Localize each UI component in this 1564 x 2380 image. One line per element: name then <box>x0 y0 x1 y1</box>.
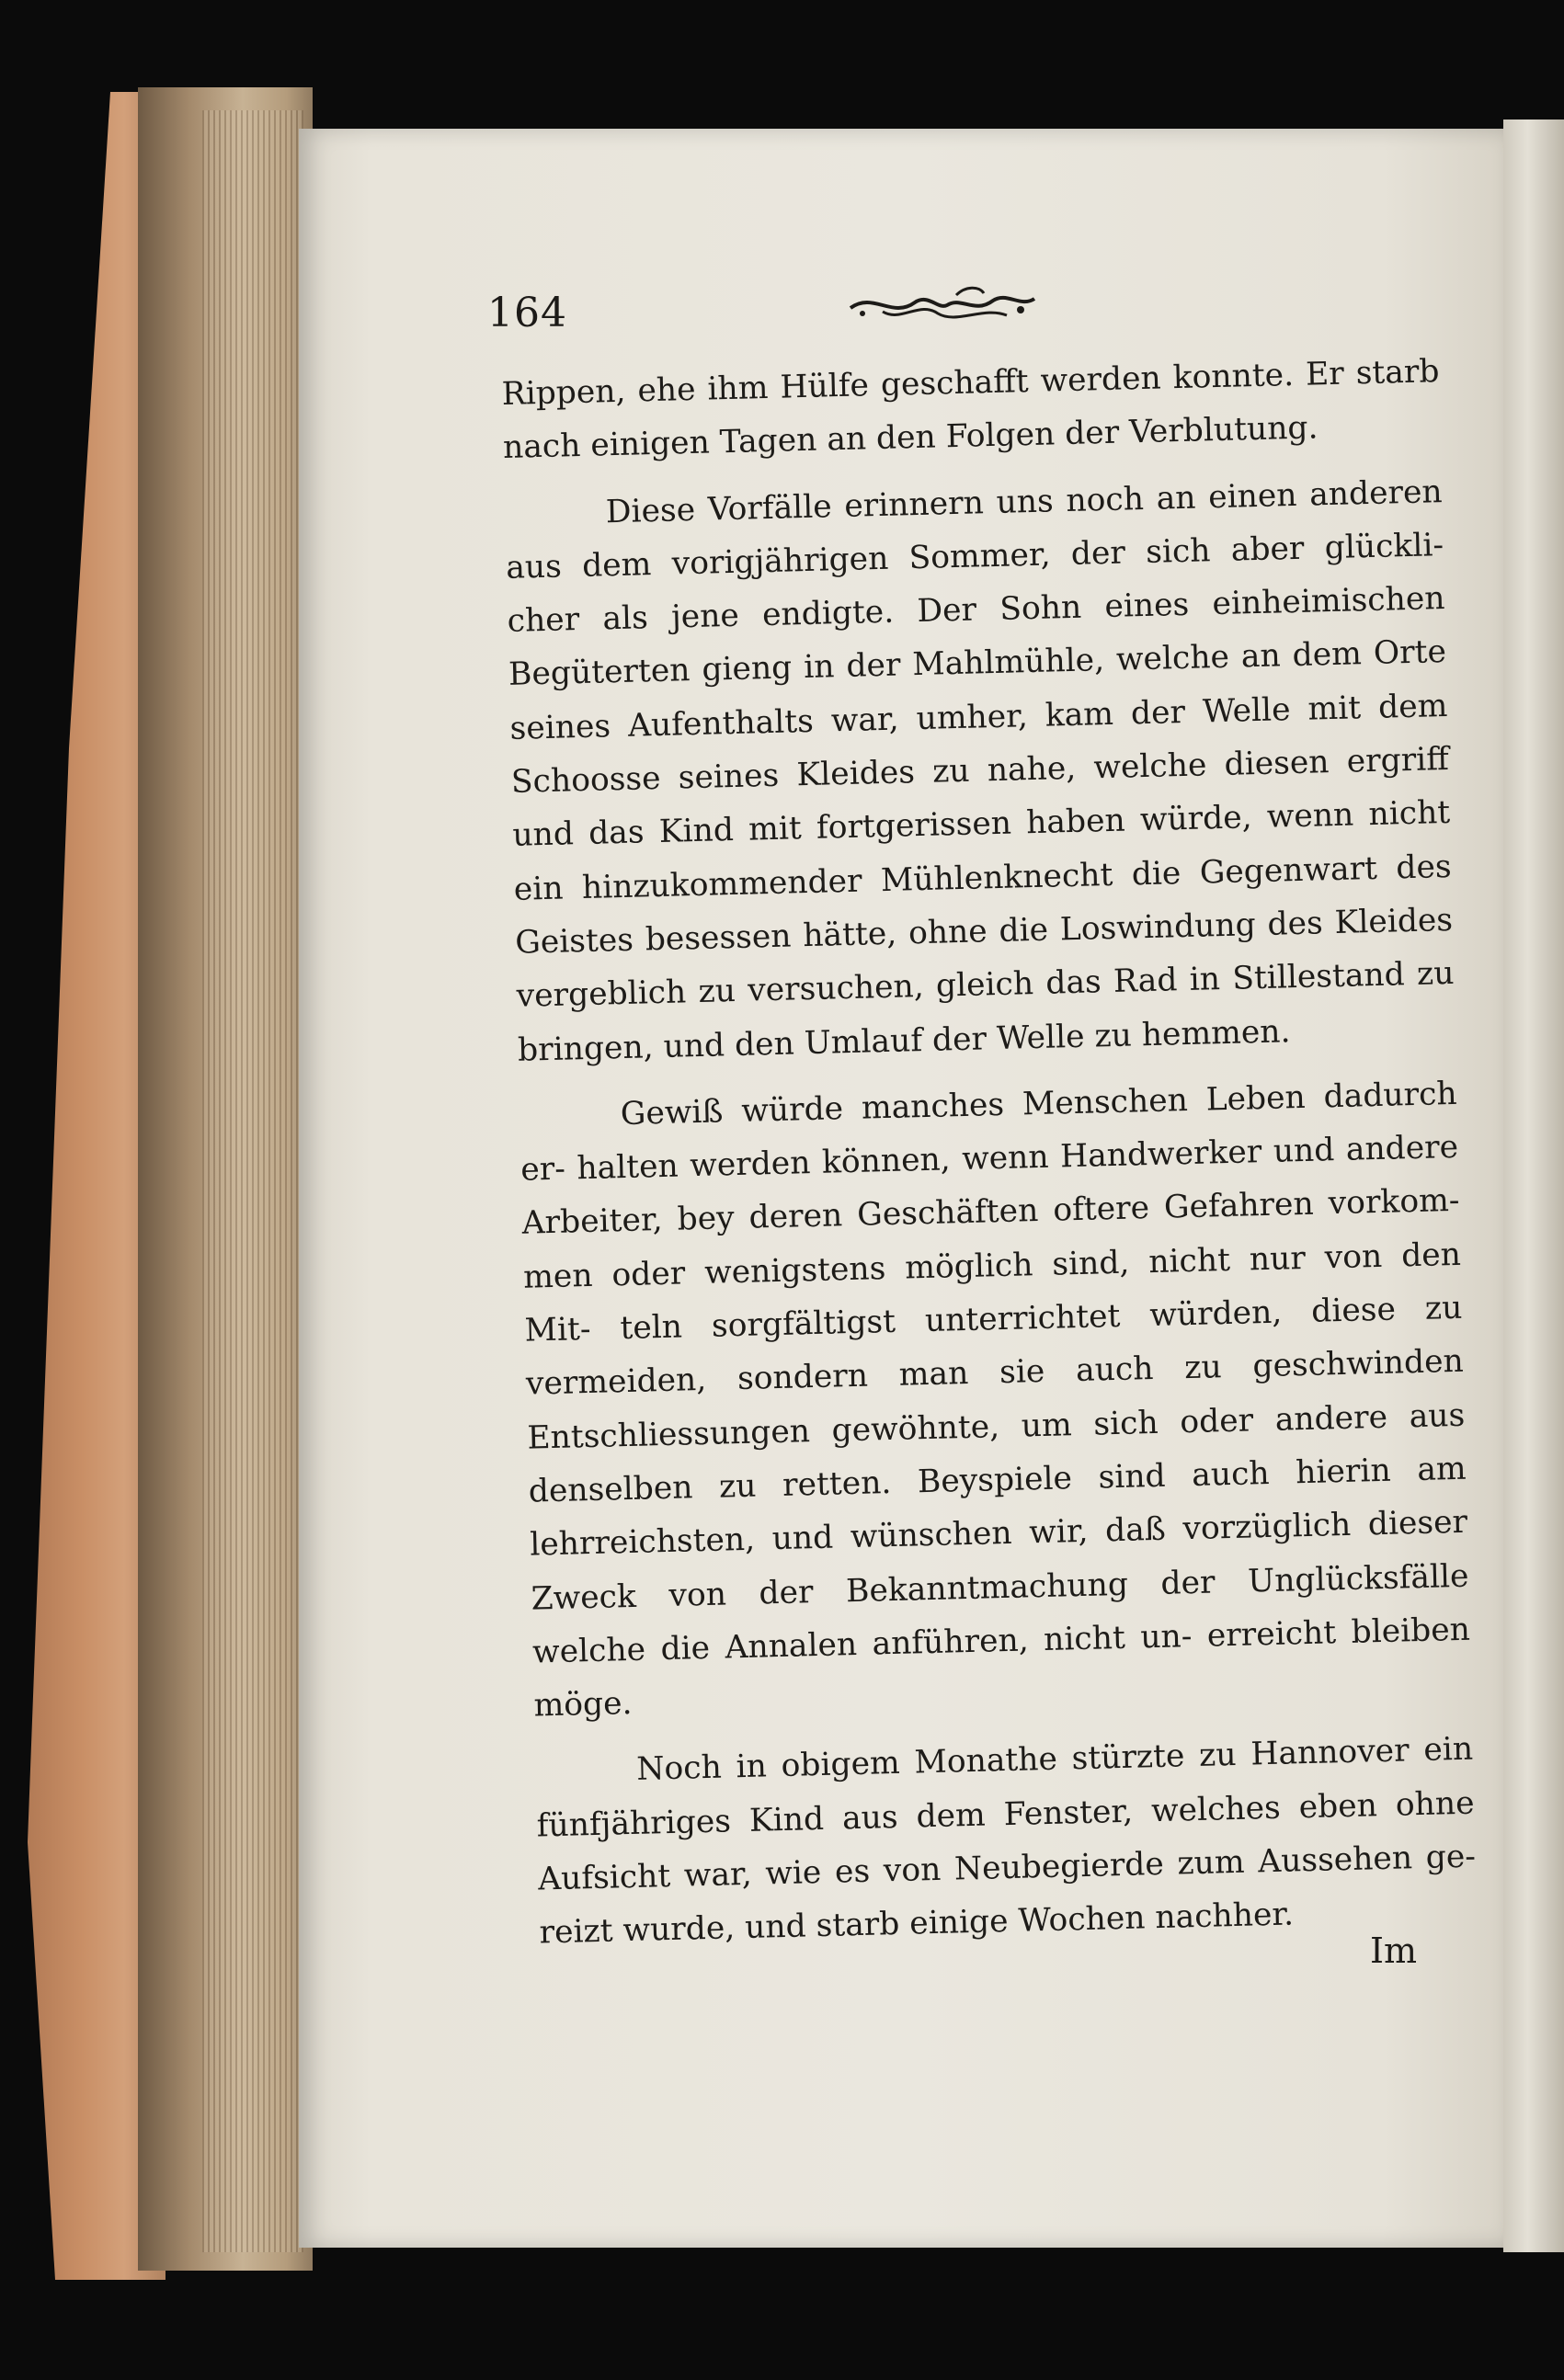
paragraph-3: Gewiß würde manches Menschen Leben dadurch er- halten werden können, wenn Handwerker und andere Arbeiter, bey deren Geschäften oftere Gefahren vorkom- men oder wenigstens möglich sind, nicht nur von den Mit- teln sorgfältigst unterrichtet würden, diese zu vermeiden, sondern man sie auch zu geschwinden Entschliessungen gewöhnte, um sich oder andere aus denselben zu retten. Beyspiele sind auch hierin am lehrreichsten, und wünschen wir, daß vorzüglich dieser Zweck von der Bekanntmachung der Unglücksfälle welche die Annalen anführen, nicht un- erreicht bleiben möge. <box>519 1075 1471 1725</box>
paragraph-4: Noch in obigem Monathe stürzte zu Hannover ein fünfjähriges Kind aus dem Fenster, welches eben ohne Aufsicht war, wie es von Neubegierde zum Aussehen ge- reizt wurde, und starb einige Wochen nachher. <box>536 1731 1477 1952</box>
body-text <box>501 345 1478 1960</box>
page-number: 164 <box>487 290 567 336</box>
printers-ornament-icon <box>846 282 1039 328</box>
page-header <box>487 290 1039 345</box>
paragraph-2: Diese Vorfälle erinnern uns noch an einen anderen aus dem vorigjährigen Sommer, der sich aber glückli- cher als jene endigte. Der Sohn eines einheimischen Begüterten gieng in der Mahlmühle, welche an dem Orte seines Aufenthalts war, umher, kam der Welle mit dem Schoosse seines Kleides zu nahe, welche diesen ergriff und das Kind mit fortgerissen haben würde, wenn nicht ein hinzukommender Mühlenknecht die Gegenwart des Geistes besessen hätte, ohne die Loswindung des Kleides vergeblich zu versuchen, gleich das Rad in Stillestand zu bringen, und den Umlauf der Welle zu hemmen. <box>505 473 1455 1069</box>
catchword: Im <box>1370 1930 1418 1971</box>
paragraph-1: Rippen, ehe ihm Hülfe geschafft werden konnte. Er starb nach einigen Tagen an den Folgen der Verblutung. <box>501 353 1440 467</box>
page-edge-texture <box>202 110 303 2252</box>
facing-page-edge <box>1503 120 1564 2252</box>
